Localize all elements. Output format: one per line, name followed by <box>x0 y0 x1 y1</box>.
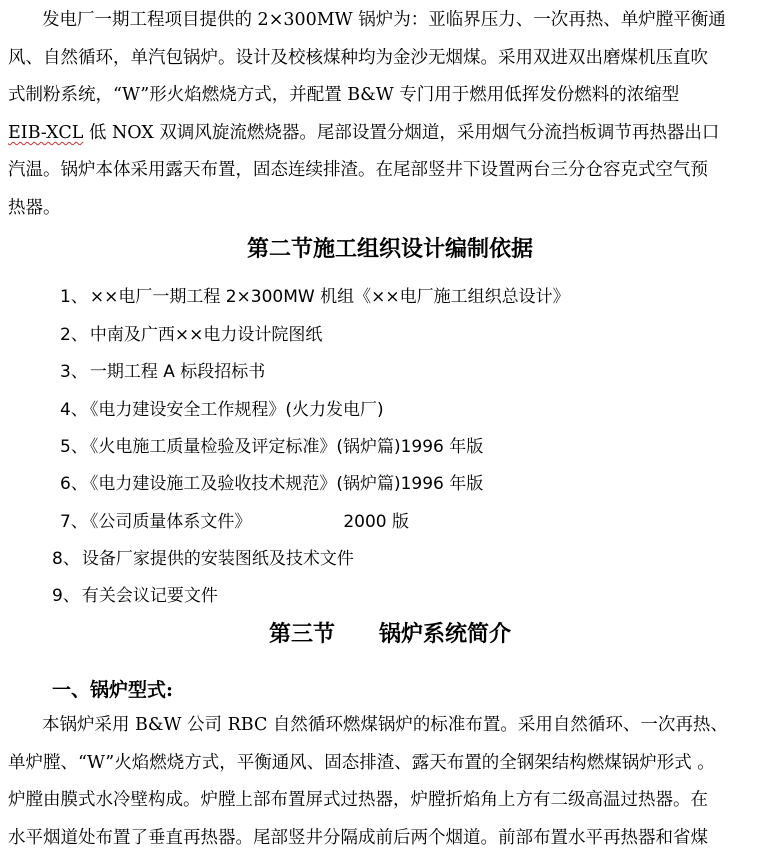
list-item-number: 5、 <box>60 437 88 457</box>
list-item-edition: 2000 版 <box>343 512 409 532</box>
list-item-number: 3、 <box>60 362 88 382</box>
list-item-text: 《火电施工质量检验及评定标准》(锅炉篇)1996 年版 <box>89 437 484 457</box>
list-item-text: ××电厂一期工程 2×300MW 机组《××电厂施工组织总设计》 <box>89 287 570 307</box>
list-item <box>60 282 570 307</box>
intro-line: 风、自然循环，单汽包锅炉。设计及校核煤种均为金沙无烟煤。采用双进双出磨煤机压直吹 <box>8 47 708 68</box>
list-item-number: 2、 <box>60 325 88 345</box>
section2-heading: 第二节施工组织设计编制依据 <box>246 236 533 262</box>
list-item-number: 1、 <box>60 287 88 307</box>
section3-heading <box>0 617 780 648</box>
intro-line: 热器。 <box>8 197 61 218</box>
intro-line: 式制粉系统，“W”形火焰燃烧方式，并配置 B&W 专门用于燃用低挥发份燃料的浓缩型 <box>8 85 680 106</box>
list-item-text: 《电力建设安全工作规程》(火力发电厂) <box>89 400 384 420</box>
intro-paragraph <box>8 2 780 228</box>
spellcheck-flagged-word[interactable]: EIB-XCL <box>8 122 84 143</box>
list-item-number: 9、 <box>52 586 80 606</box>
list-item <box>60 507 409 532</box>
section3-heading-number: 第三节 <box>268 621 335 647</box>
list-item-text: 《电力建设施工及验收技术规范》(锅炉篇)1996 年版 <box>89 474 484 494</box>
list-item-text: 中南及广西××电力设计院图纸 <box>89 325 323 345</box>
body-line: 本锅炉采用 B&W 公司 RBC 自然循环燃煤锅炉的标准布置。采用自然循环、一次再热、 <box>42 715 728 735</box>
intro-line-rest: 低 NOX 双调风旋流燃烧器。尾部设置分烟道，采用烟气分流挡板调节再热器出口 <box>83 122 720 143</box>
intro-line <box>8 115 780 153</box>
list-item-text: 一期工程 A 标段招标书 <box>89 362 266 382</box>
body-line: 单炉膛、“W”火焰燃烧方式，平衡通风、固态排渣、露天布置的全钢架结构燃煤锅炉形式 。 <box>8 752 715 773</box>
body-line: 水平烟道处布置了垂直再热器。尾部竖井分隔成前后两个烟道。前部布置水平再热器和省煤 <box>8 827 708 848</box>
list-item-text: 《公司质量体系文件》 <box>89 512 252 532</box>
list-item-number: 7、 <box>60 512 88 532</box>
list-item <box>60 320 322 345</box>
list-item-number: 6、 <box>60 474 88 494</box>
list-item-number: 8、 <box>52 549 80 569</box>
list-item-text: 设备厂家提供的安装图纸及技术文件 <box>81 549 354 569</box>
intro-line: 发电厂一期工程项目提供的 2×300MW 锅炉为：亚临界压力、一次再热、单炉膛平衡通 <box>42 10 726 30</box>
list-item <box>60 395 384 420</box>
section3-heading-title: 锅炉系统简介 <box>379 621 512 647</box>
body-line: 炉膛由膜式水冷壁构成。炉膛上部布置屏式过热器，炉膛折焰角上方有二级高温过热器。在 <box>8 790 708 811</box>
list-item <box>52 581 218 606</box>
list-item <box>60 469 483 494</box>
list-item-text: 有关会议记要文件 <box>81 586 218 606</box>
subheading-boiler-type: 一、锅炉型式: <box>52 679 174 701</box>
list-item-number: 4、 <box>60 400 88 420</box>
intro-line: 汽温。锅炉本体采用露天布置，固态连续排渣。在尾部竖井下设置两台三分仓容克式空气预 <box>8 160 708 181</box>
list-item <box>60 432 483 457</box>
boiler-description-paragraph <box>8 707 780 857</box>
list-item <box>60 357 265 382</box>
list-item <box>52 544 354 569</box>
